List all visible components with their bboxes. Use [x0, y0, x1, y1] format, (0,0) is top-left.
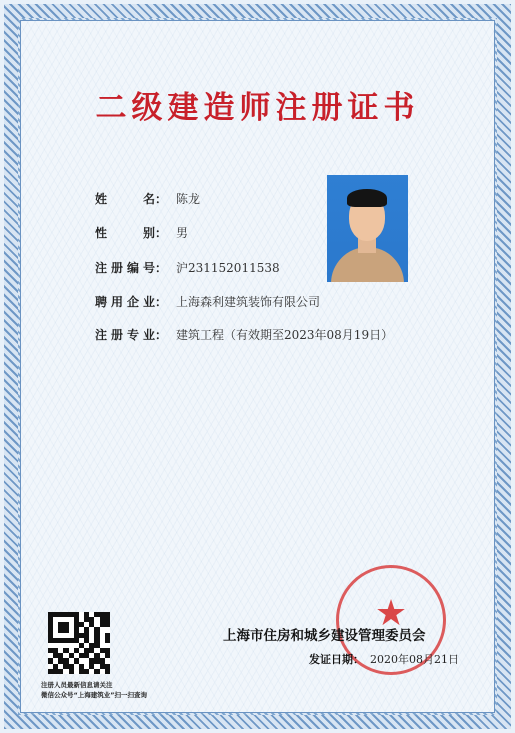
issue-date-label: 发证日期： — [309, 653, 364, 666]
photo-hair — [347, 189, 387, 207]
employer-label: 聘 用 企 业： — [95, 295, 167, 309]
portrait-photo — [327, 175, 408, 282]
name-value: 陈龙 — [176, 192, 201, 206]
gender-label: 性 别： — [95, 226, 167, 240]
registration-number-value: 沪231152011538 — [176, 261, 280, 275]
certificate-title: 二级建造师注册证书 — [95, 90, 420, 126]
qr-code-icon[interactable] — [48, 612, 110, 674]
gender-value: 男 — [176, 226, 189, 240]
qr-note-line1: 注册人员最新信息请关注 — [41, 681, 113, 689]
qr-module — [105, 669, 110, 674]
specialty-label: 注 册 专 业： — [95, 328, 167, 342]
name-label: 姓 名： — [95, 192, 167, 206]
issue-date-value: 2020年08月21日 — [370, 653, 459, 666]
issuer-name: 上海市住房和城乡建设管理委员会 — [223, 628, 426, 644]
qr-note-line2: 微信公众号“上海建筑业”扫一扫查询 — [41, 691, 148, 699]
seal-star-icon: ★ — [374, 593, 408, 634]
specialty-value: 建筑工程（有效期至2023年08月19日） — [176, 328, 394, 342]
employer-value: 上海森利建筑装饰有限公司 — [176, 295, 321, 309]
registration-number-label: 注 册 编 号： — [95, 261, 167, 275]
